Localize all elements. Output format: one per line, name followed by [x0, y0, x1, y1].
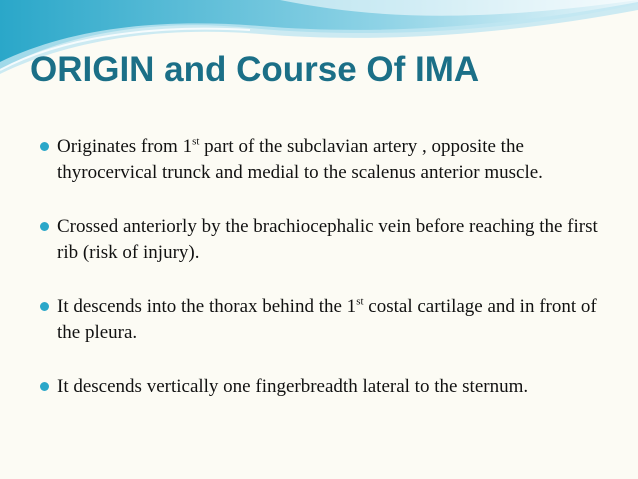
bullet-text: It descends into the thorax behind the 1 — [57, 296, 357, 317]
bullet-item — [40, 214, 610, 266]
bullet-text: part of the subclavian artery , opposite the thyrocervical trunck and medial to the scalenus anterior muscle. — [57, 136, 543, 183]
bullet-dot-icon — [40, 302, 49, 311]
bullet-text: costal cartilage and in front of the pleura. — [57, 296, 597, 343]
bullet-item — [40, 294, 610, 346]
bullet-text: Crossed anteriorly by the brachiocephalic vein before reaching the first rib (risk of injury). — [57, 216, 598, 263]
slide-title: ORIGIN and Course Of IMA — [30, 50, 480, 89]
bullet-item — [40, 134, 610, 186]
bullet-list — [40, 134, 610, 428]
bullet-text: It descends vertically one fingerbreadth lateral to the sternum. — [57, 376, 529, 397]
bullet-dot-icon — [40, 382, 49, 391]
bullet-item — [40, 374, 610, 400]
bullet-dot-icon — [40, 222, 49, 231]
bullet-text: Originates from 1 — [57, 136, 193, 157]
bullet-dot-icon — [40, 142, 49, 151]
bullet-superscript: st — [356, 295, 364, 308]
bullet-superscript: st — [192, 135, 200, 148]
